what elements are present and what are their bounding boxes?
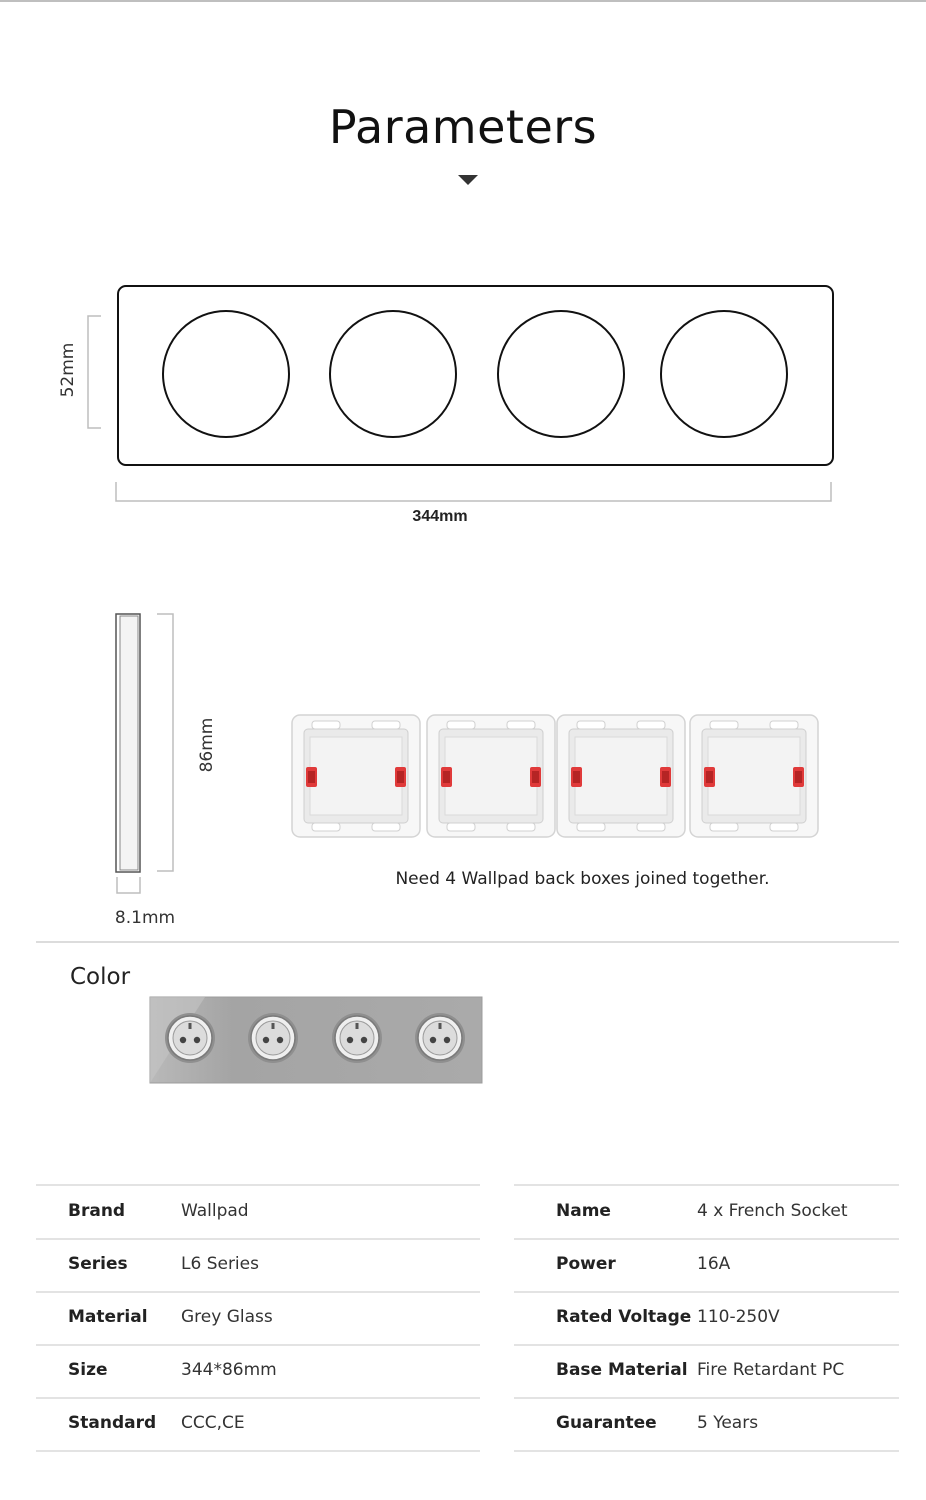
spec-row xyxy=(514,1185,899,1240)
page-title: Parameters xyxy=(328,100,598,154)
spec-row xyxy=(36,1185,480,1240)
spec-value: 5 Years xyxy=(697,1413,759,1433)
side-height-label: 86mm xyxy=(197,717,217,773)
spec-table-left xyxy=(36,1184,480,1450)
spec-row xyxy=(514,1238,899,1293)
spec-key: Brand xyxy=(68,1201,126,1221)
spec-value: L6 Series xyxy=(181,1254,259,1274)
spec-value: Grey Glass xyxy=(181,1307,273,1327)
spec-row xyxy=(36,1291,480,1346)
spec-row xyxy=(514,1397,899,1452)
spec-value: 4 x French Socket xyxy=(697,1201,848,1221)
spec-row xyxy=(514,1344,899,1399)
color-section-label: Color xyxy=(70,964,131,990)
width-dimension-label: 344mm xyxy=(412,508,468,525)
height-dimension-label: 52mm xyxy=(58,342,78,398)
spec-value: 344*86mm xyxy=(181,1360,277,1380)
spec-value: Wallpad xyxy=(181,1201,249,1221)
spec-value: 110-250V xyxy=(697,1307,780,1327)
spec-row xyxy=(36,1238,480,1293)
spec-table-right xyxy=(514,1184,899,1450)
french-socket xyxy=(415,1013,465,1063)
back-box-note: Need 4 Wallpad back boxes joined together. xyxy=(395,869,770,889)
spec-key: Power xyxy=(556,1254,616,1274)
spec-row xyxy=(36,1344,480,1399)
french-socket xyxy=(248,1013,298,1063)
spec-value: CCC,CE xyxy=(181,1413,245,1433)
french-socket xyxy=(165,1013,215,1063)
spec-key: Material xyxy=(68,1307,148,1327)
spec-value: 16A xyxy=(697,1254,731,1274)
spec-key: Base Material xyxy=(556,1360,688,1380)
spec-row xyxy=(514,1291,899,1346)
spec-key: Name xyxy=(556,1201,611,1221)
french-socket xyxy=(332,1013,382,1063)
spec-key: Standard xyxy=(68,1413,157,1433)
spec-value: Fire Retardant PC xyxy=(697,1360,845,1380)
spec-row xyxy=(36,1397,480,1452)
spec-key: Guarantee xyxy=(556,1413,657,1433)
spec-key: Rated Voltage xyxy=(556,1307,692,1327)
side-depth-label: 8.1mm xyxy=(114,908,176,928)
spec-key: Series xyxy=(68,1254,128,1274)
spec-key: Size xyxy=(68,1360,108,1380)
